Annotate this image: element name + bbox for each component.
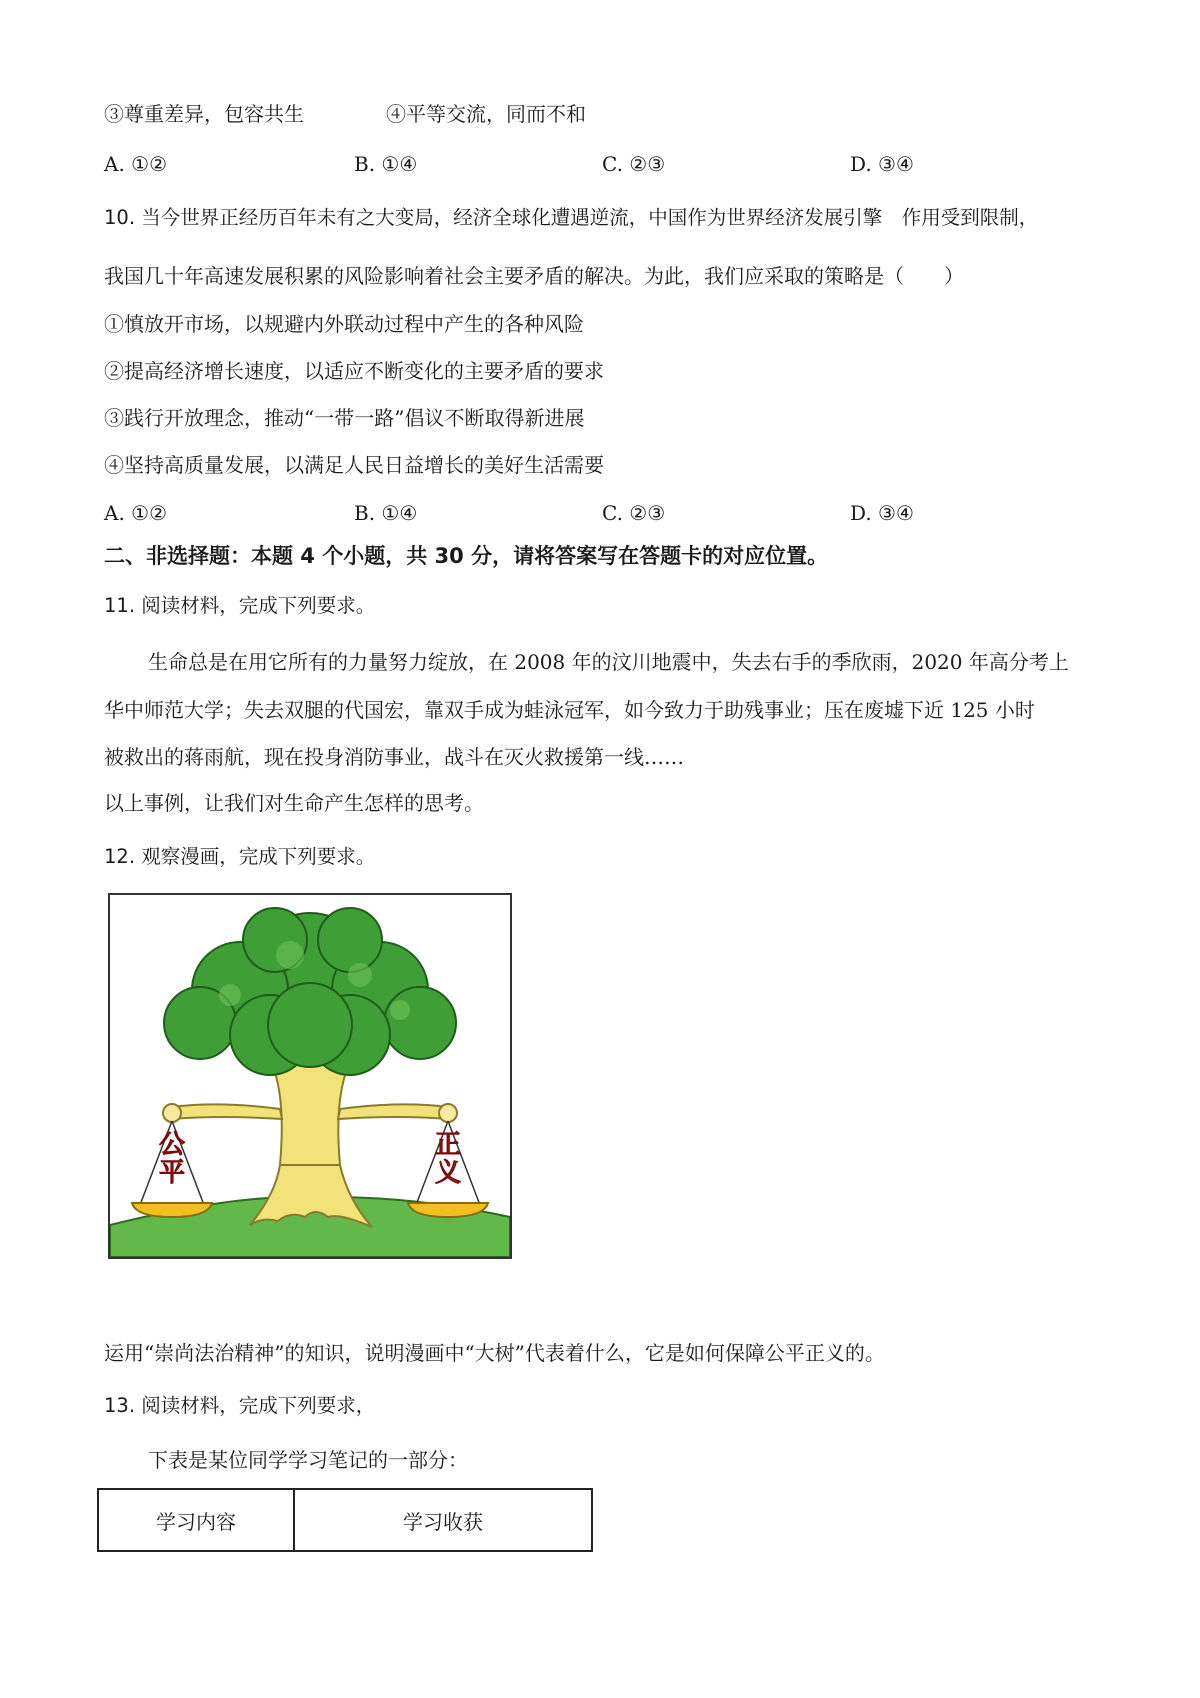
q10-option-d: D. ③④ bbox=[850, 501, 914, 525]
q9-option-c: C. ②③ bbox=[602, 152, 666, 176]
q11-material-line-3: 被救出的蒋雨航，现在投身消防事业，战斗在灭火救援第一线…… bbox=[104, 745, 684, 769]
q13-intro: 下表是某位同学学习笔记的一部分： bbox=[148, 1448, 468, 1472]
q10-item-3: ③践行开放理念，推动“一带一路”倡议不断取得新进展 bbox=[104, 406, 585, 430]
q11-question: 以上事例，让我们对生命产生怎样的思考。 bbox=[104, 791, 484, 815]
tree-foliage bbox=[164, 908, 456, 1075]
study-notes-table bbox=[97, 1488, 593, 1552]
q10-stem-line-1: 10. 当今世界正经历百年未有之大变局，经济全球化遭遇逆流，中国作为世界经济发展引擎 作用受到限制， bbox=[104, 206, 1039, 229]
justice-tree-cartoon bbox=[108, 893, 512, 1259]
section-2-heading: 二、非选择题：本题 4 个小题，共 30 分，请将答案写在答题卡的对应位置。 bbox=[104, 544, 829, 568]
left-pan-label: 公平 bbox=[158, 1130, 186, 1188]
justice-tree-illustration bbox=[110, 895, 510, 1257]
q12-question: 运用“崇尚法治精神”的知识，说明漫画中“大树”代表着什么，它是如何保障公平正义的。 bbox=[104, 1341, 885, 1365]
q13-stem: 13. 阅读材料，完成下列要求， bbox=[104, 1394, 376, 1417]
right-pan-label: 正义 bbox=[434, 1130, 462, 1188]
q11-material-line-2: 华中师范大学；失去双腿的代国宏，靠双手成为蛙泳冠军，如今致力于助残事业；压在废墟下近 125 小时 bbox=[104, 698, 1035, 722]
q10-option-a: A. ①② bbox=[104, 501, 168, 525]
q9-option-a: A. ①② bbox=[104, 152, 168, 176]
right-arm bbox=[338, 1104, 448, 1119]
q9-item-4: ④平等交流，同而不和 bbox=[386, 102, 586, 126]
left-hand bbox=[163, 1104, 181, 1122]
table-header-gains: 学习收获 bbox=[403, 1509, 483, 1534]
right-hand bbox=[439, 1104, 457, 1122]
q11-material-line-1: 生命总是在用它所有的力量努力绽放，在 2008 年的汶川地震中，失去右手的季欣雨，2020 年高分考上 bbox=[148, 650, 1069, 674]
left-arm bbox=[172, 1104, 282, 1119]
q10-option-c: C. ②③ bbox=[602, 501, 666, 525]
q10-option-b: B. ①④ bbox=[354, 501, 418, 525]
q9-option-d: D. ③④ bbox=[850, 152, 914, 176]
q10-item-1: ①慎放开市场，以规避内外联动过程中产生的各种风险 bbox=[104, 312, 584, 336]
q10-item-2: ②提高经济增长速度，以适应不断变化的主要矛盾的要求 bbox=[104, 359, 604, 383]
q10-item-4: ④坚持高质量发展，以满足人民日益增长的美好生活需要 bbox=[104, 453, 604, 477]
q11-stem: 11. 阅读材料，完成下列要求。 bbox=[104, 594, 376, 617]
q10-stem-line-2: 我国几十年高速发展积累的风险影响着社会主要矛盾的解决。为此，我们应采取的策略是（ ） bbox=[104, 264, 964, 288]
q9-item-3: ③尊重差异，包容共生 bbox=[104, 102, 304, 126]
table-header-content: 学习内容 bbox=[99, 1490, 295, 1550]
q9-option-b: B. ①④ bbox=[354, 152, 418, 176]
q12-stem: 12. 观察漫画，完成下列要求。 bbox=[104, 845, 376, 868]
